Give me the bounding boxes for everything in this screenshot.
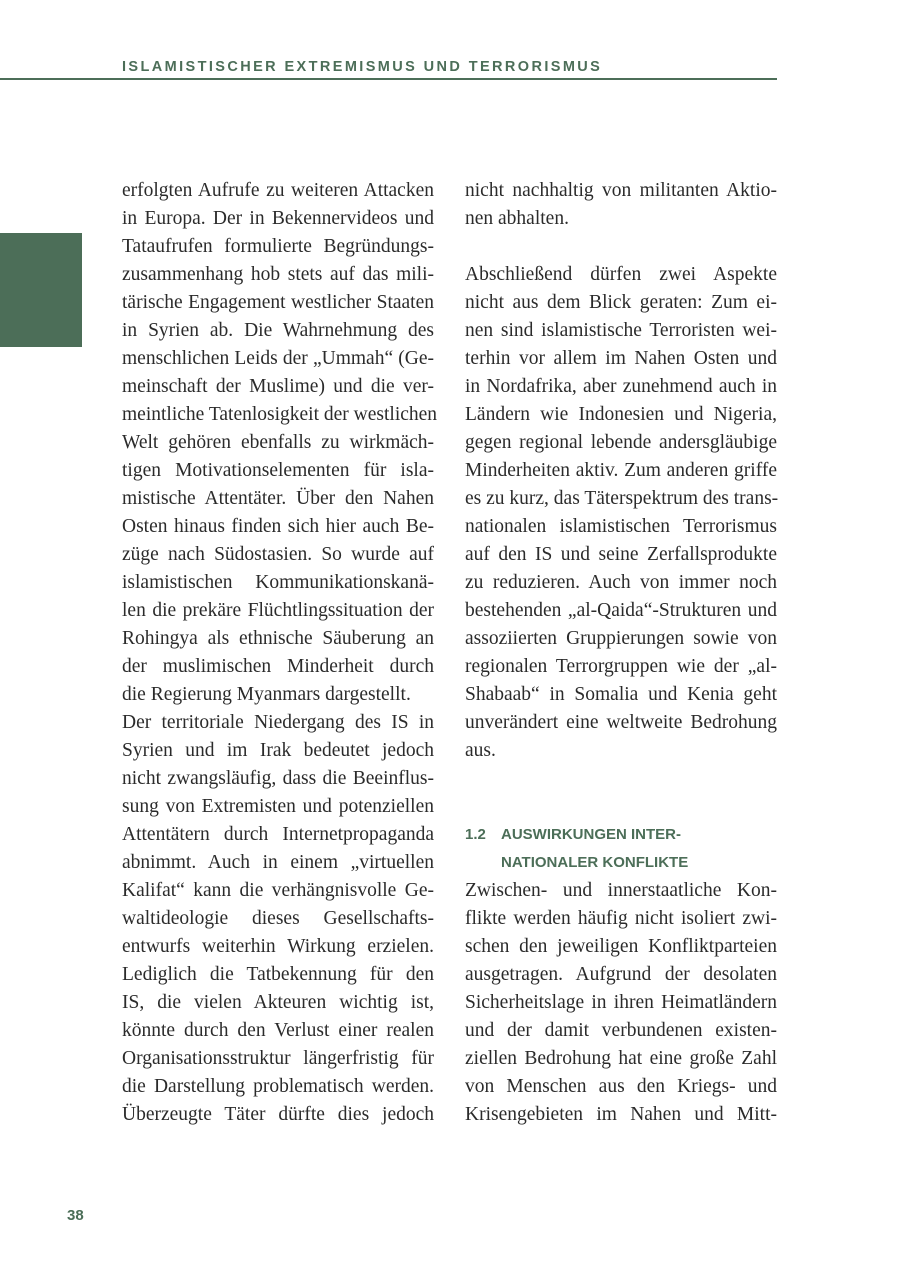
text-line: Syrien und im Irak bedeutet jedoch — [122, 740, 434, 761]
text-line: Minderheiten aktiv. Zum anderen griffe — [465, 460, 777, 481]
paragraph-gap — [465, 793, 777, 821]
text-line: Organisationsstruktur längerfristig für — [122, 1048, 434, 1069]
text-line: mistische Attentäter. Über den Nahen — [122, 488, 434, 509]
text-line: die Regierung Myanmars dargestellt. — [122, 684, 411, 705]
text-line: und der damit verbundenen existen- — [465, 1020, 777, 1041]
text-line: len die prekäre Flüchtlingssituation der — [122, 600, 434, 621]
text-line: regionalen Terrorgruppen wie der „al- — [465, 656, 777, 677]
text-line: Sicherheitslage in ihren Heimatländern — [465, 992, 777, 1013]
section-heading — [465, 821, 777, 877]
text-line: Der territoriale Niedergang des IS in — [122, 712, 434, 733]
text-line: bestehenden „al-Qaida“-Strukturen und — [465, 600, 777, 621]
text-line: in Europa. Der in Bekennervideos und — [122, 208, 434, 229]
text-line: schen den jeweiligen Konfliktparteien — [465, 936, 777, 957]
text-line: IS, die vielen Akteuren wichtig ist, — [122, 992, 434, 1013]
text-line: Osten hinaus finden sich hier auch Be- — [122, 516, 434, 537]
text-line: gegen regional lebende andersgläubige — [465, 432, 777, 453]
text-line: Kalifat“ kann die verhängnisvolle Ge- — [122, 880, 434, 901]
text-line: in Nordafrika, aber zunehmend auch in — [465, 376, 777, 397]
running-header-title: ISLAMISTISCHER EXTREMISMUS UND TERRORISMUS — [122, 59, 603, 75]
text-line: ausgetragen. Aufgrund der desolaten — [465, 964, 777, 985]
text-line: tärische Engagement westlicher Staaten — [122, 292, 434, 313]
text-line: meinschaft der Muslime) und die ver- — [122, 376, 434, 397]
page-number: 38 — [67, 1207, 84, 1224]
text-line: aus. — [465, 740, 496, 761]
text-line: meintliche Tatenlosigkeit der westlichen — [122, 404, 438, 425]
text-line: sung von Extremisten und potenziellen — [122, 796, 434, 817]
text-line: zusammenhang hob stets auf das mili- — [122, 264, 434, 285]
text-line: terhin vor allem im Nahen Osten und — [465, 348, 777, 369]
text-line: erfolgten Aufrufe zu weiteren Attacken — [122, 180, 434, 201]
text-line: Überzeugte Täter dürfte dies jedoch — [122, 1104, 434, 1125]
text-line: ziellen Bedrohung hat eine große Zahl — [465, 1048, 777, 1069]
left-text-column — [122, 177, 438, 1129]
paragraph-gap — [465, 765, 777, 793]
text-line: Attentätern durch Internetpropaganda — [122, 824, 434, 845]
section-title-line-1: AUSWIRKUNGEN INTER- — [501, 826, 681, 843]
text-line: Tataufrufen formulierte Begründungs- — [122, 236, 434, 257]
text-line: flikte werden häufig nicht isoliert zwi- — [465, 908, 777, 929]
header-rule — [0, 78, 777, 80]
paragraph-gap — [465, 233, 777, 261]
text-line: waltideologie dieses Gesellschafts- — [122, 908, 434, 929]
text-line: tigen Motivationselementen für isla- — [122, 460, 434, 481]
text-line: entwurfs weiterhin Wirkung erzielen. — [122, 936, 434, 957]
text-line: von Menschen aus den Kriegs- und — [465, 1076, 777, 1097]
section-number: 1.2 — [465, 826, 486, 843]
text-line: Shabaab“ in Somalia und Kenia geht — [465, 684, 777, 705]
section-title-line-2: NATIONALER KONFLIKTE — [501, 854, 689, 871]
text-line: unverändert eine weltweite Bedrohung — [465, 712, 777, 733]
text-line: Ländern wie Indonesien und Nigeria, — [465, 404, 777, 425]
text-line: züge nach Südostasien. So wurde auf — [122, 544, 434, 565]
text-line: die Darstellung problematisch werden. — [122, 1076, 434, 1097]
text-line: abnimmt. Auch in einem „virtuellen — [122, 852, 434, 873]
text-line: auf den IS und seine Zerfallsprodukte — [465, 544, 777, 565]
text-line: islamistischen Kommunikationskanä- — [122, 572, 434, 593]
text-line: nen abhalten. — [465, 208, 569, 229]
text-line: nicht zwangsläufig, dass die Beeinflus- — [122, 768, 434, 789]
text-line: Rohingya als ethnische Säuberung an — [122, 628, 434, 649]
text-line: es zu kurz, das Täterspektrum des trans- — [465, 488, 779, 509]
text-line: Zwischen- und innerstaatliche Kon- — [465, 880, 777, 901]
text-line: Krisengebieten im Nahen und Mitt- — [465, 1104, 777, 1125]
text-line: nationalen islamistischen Terrorismus — [465, 516, 777, 537]
chapter-tab-marker — [0, 233, 82, 347]
text-line: Lediglich die Tatbekennung für den — [122, 964, 434, 985]
text-line: nicht nachhaltig von militanten Aktio- — [465, 180, 777, 201]
text-line: nicht aus dem Blick geraten: Zum ei- — [465, 292, 777, 313]
text-line: Welt gehören ebenfalls zu wirkmäch- — [122, 432, 434, 453]
text-line: in Syrien ab. Die Wahrnehmung des — [122, 320, 434, 341]
text-line: zu reduzieren. Auch von immer noch — [465, 572, 777, 593]
text-line: könnte durch den Verlust einer realen — [122, 1020, 434, 1041]
text-line: assoziierten Gruppierungen sowie von — [465, 628, 777, 649]
text-line: menschlichen Leids der „Ummah“ (Ge- — [122, 348, 434, 369]
text-line: nen sind islamistische Terroristen wei- — [465, 320, 777, 341]
text-line: der muslimischen Minderheit durch — [122, 656, 434, 677]
right-text-column — [465, 177, 777, 1129]
text-line: Abschließend dürfen zwei Aspekte — [465, 264, 777, 285]
